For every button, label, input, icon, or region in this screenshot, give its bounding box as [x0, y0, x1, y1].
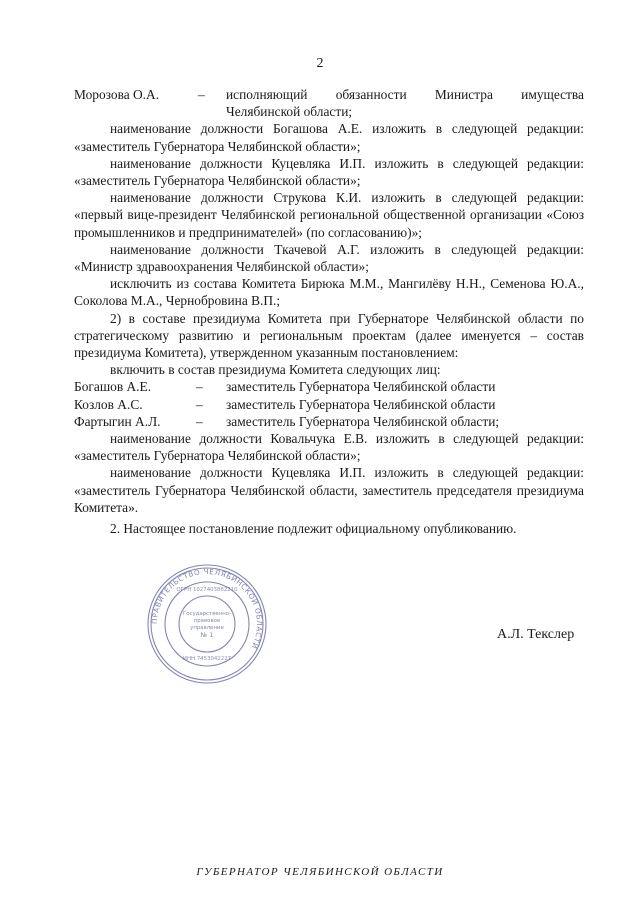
seal-outer-text: ПРАВИТЕЛЬСТВО ЧЕЛЯБИНСКОЙ ОБЛАСТИ — [149, 566, 265, 651]
paragraph-include: включить в состав президиума Комитета следующих лиц: — [110, 362, 441, 378]
member-dash: – — [196, 379, 203, 395]
member-dash: – — [196, 413, 203, 429]
official-seal-stamp — [146, 563, 268, 685]
member-row — [74, 413, 584, 430]
entry-desc: исполняющий обязанности Министра имущества Челябинской области; — [226, 87, 584, 120]
entry-morozova — [74, 86, 584, 120]
seal-inn: ИНН 7453042227 — [182, 656, 232, 662]
member-name: Богашов А.Е. — [74, 379, 152, 395]
member-desc: заместитель Губернатора Челябинской области; — [226, 413, 500, 429]
paragraph-exclude: исключить из состава Комитета Бирюка М.М., Мангилёву Н.Н., Семенова Ю.А., Соколова М.А., Чернобровина В.П.; — [74, 276, 584, 309]
seal-inner-line: правовое — [193, 618, 221, 624]
member-desc: заместитель Губернатора Челябинской области — [226, 396, 496, 412]
paragraph-strukov: наименование должности Струкова К.И. изложить в следующей редакции: «первый вице-президент Челябинской региональной общественной организации «Союз промышленников и предпринимателей» (по согласованию)»; — [74, 190, 584, 240]
member-name: Фартыгин А.Л. — [74, 413, 161, 429]
seal-inner-line: Государственно- — [182, 611, 232, 617]
member-desc: заместитель Губернатора Челябинской области — [226, 379, 496, 395]
entry-dash: – — [198, 87, 205, 102]
paragraph-kutsevlyak-2: наименование должности Куцевляка И.П. изложить в следующей редакции: «заместитель Губернатора Челябинской области, заместитель председателя президиума Комитета». — [74, 465, 584, 515]
paragraph-kutsevlyak: наименование должности Куцевляка И.П. изложить в следующей редакции: «заместитель Губернатора Челябинской области»; — [74, 155, 584, 189]
member-row — [74, 396, 584, 413]
paragraph-2: 2) в составе президиума Комитета при Губернаторе Челябинской области по стратегическому развитию и региональным проектам (далее именуется – состав президиума Комитета), утвержденном указанным постановлением: — [74, 310, 584, 361]
paragraph-kovalchuk: наименование должности Ковальчука Е.В. изложить в следующей редакции: «заместитель Губернатора Челябинской области»; — [74, 431, 584, 464]
paragraph-final: 2. Настоящее постановление подлежит официальному опубликованию. — [110, 521, 517, 537]
member-row — [74, 378, 584, 395]
seal-inner-line: управление — [190, 625, 224, 631]
seal-ogrn: ОГРН 1027403882210 — [176, 587, 238, 593]
seal-inner-line: № 1 — [200, 631, 214, 639]
page-number: 2 — [316, 56, 324, 71]
member-dash: – — [196, 396, 203, 412]
footer-title: ГУБЕРНАТОР ЧЕЛЯБИНСКОЙ ОБЛАСТИ — [196, 866, 444, 878]
members-list — [74, 378, 584, 430]
paragraph-bogashov: наименование должности Богашова А.Е. изложить в следующей редакции: «заместитель Губернатора Челябинской области»; — [74, 121, 584, 154]
paragraph-tkacheva: наименование должности Ткачевой А.Г. изложить в следующей редакции: «Министр здравоохранения Челябинской области»; — [74, 241, 584, 275]
entry-name: Морозова О.А. — [74, 87, 160, 102]
signature-name: А.Л. Текслер — [497, 627, 575, 642]
member-name: Козлов А.С. — [74, 396, 143, 412]
document-body — [74, 86, 584, 537]
